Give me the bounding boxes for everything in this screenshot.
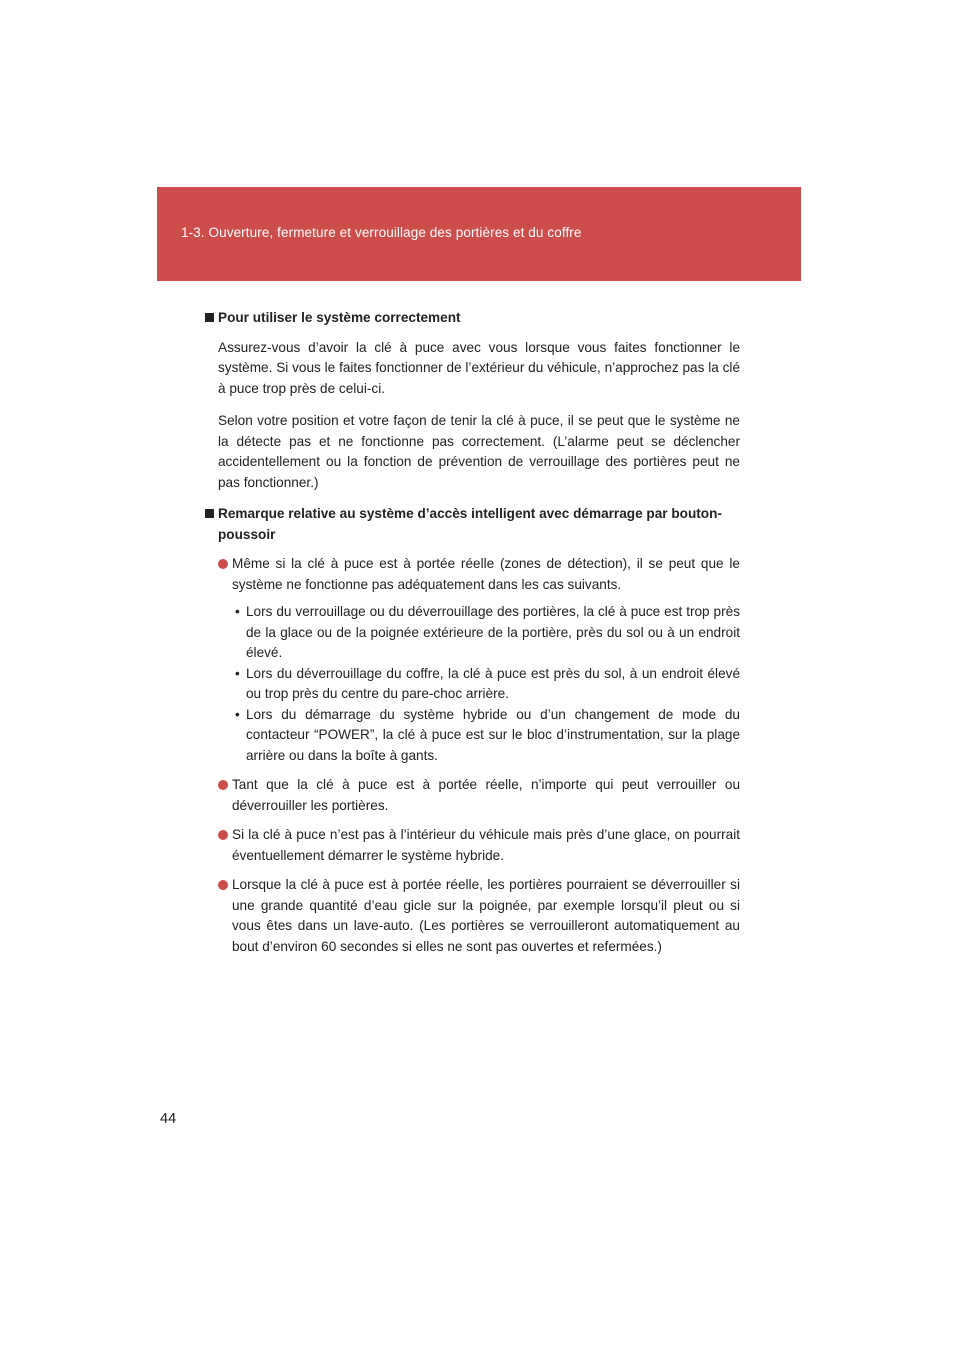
list-item-text: Si la clé à puce n’est pas à l’intérieur du véhicule mais près d’une glace, on pourrait éventuellement démarrer le système hybride.	[232, 827, 740, 863]
dot-marker-icon: •	[235, 604, 240, 619]
list-item	[204, 554, 740, 595]
sub-list-item-text: Lors du démarrage du système hybride ou d’un changement de mode du contacteur “POWER”, la clé à puce est sur le bloc d’instrumentation, sur la plage arrière ou dans la boîte à gants.	[246, 706, 740, 763]
page-number: 44	[160, 1111, 177, 1127]
paragraph: Selon votre position et votre façon de tenir la clé à puce, il se peut que le système ne la détecte pas et ne fonctionne pas correctement. (L’alarme peut se déclencher accidentellement ou la fonction de prévention de verrouillage des portières peut ne pas fonctionner.)	[218, 413, 740, 490]
square-bullet-icon	[205, 509, 214, 518]
sub-list-item-text: Lors du verrouillage ou du déverrouillage des portières, la clé à puce est trop près de la glace ou de la poignée extérieure de la portière, près du sol ou à un endroit élevé.	[246, 604, 740, 660]
section-title-text: Remarque relative au système d’accès intelligent avec démarrage par bouton-poussoir	[218, 506, 722, 542]
page-content	[204, 308, 740, 966]
section-title-remark	[204, 504, 740, 545]
round-bullet-icon	[218, 830, 228, 840]
list-item-text: Lorsque la clé à puce est à portée réelle, les portières pourraient se déverrouiller si une grande quantité d’eau gicle sur la poignée, par exemple lorsqu’il pleut ou si vous êtes dans un lave-auto. (Les portières se verrouilleront automatiquement au bout d’environ 60 secondes si elles ne sont pas ouvertes et refermées.)	[232, 877, 740, 954]
list-item-text: Tant que la clé à puce est à portée réelle, n’importe qui peut verrouiller ou déverrouiller les portières.	[232, 777, 740, 813]
list-item	[204, 875, 740, 957]
paragraph: Assurez-vous d’avoir la clé à puce avec vous lorsque vous faites fonctionner le système. Si vous le faites fonctionner de l’extérieur du véhicule, n’approchez pas la clé à puce trop près de celui-ci.	[218, 339, 740, 396]
sub-list	[204, 602, 740, 766]
round-bullet-icon	[218, 559, 228, 569]
sub-list-item	[204, 602, 740, 664]
list-item	[204, 825, 740, 866]
list-item	[204, 775, 740, 816]
section-title-text: Pour utiliser le système correctement	[218, 310, 461, 325]
sub-list-item-text: Lors du déverrouillage du coffre, la clé à puce est près du sol, à un endroit élevé ou trop près du centre du pare-choc arrière.	[246, 665, 740, 701]
round-bullet-icon	[218, 780, 228, 790]
round-bullet-icon	[218, 880, 228, 890]
dot-marker-icon: •	[235, 665, 240, 681]
sub-list-item	[204, 664, 740, 705]
sub-list-item	[204, 705, 740, 767]
section-title-usage	[204, 308, 740, 329]
dot-marker-icon: •	[235, 706, 240, 722]
chapter-title: 1-3. Ouverture, fermeture et verrouillage des portières et du coffre	[181, 225, 582, 240]
chapter-header-band	[157, 187, 801, 281]
list-item-text: Même si la clé à puce est à portée réelle (zones de détection), il se peut que le système ne fonctionne pas adéquatement dans les cas suivants.	[232, 556, 740, 592]
square-bullet-icon	[205, 313, 214, 322]
